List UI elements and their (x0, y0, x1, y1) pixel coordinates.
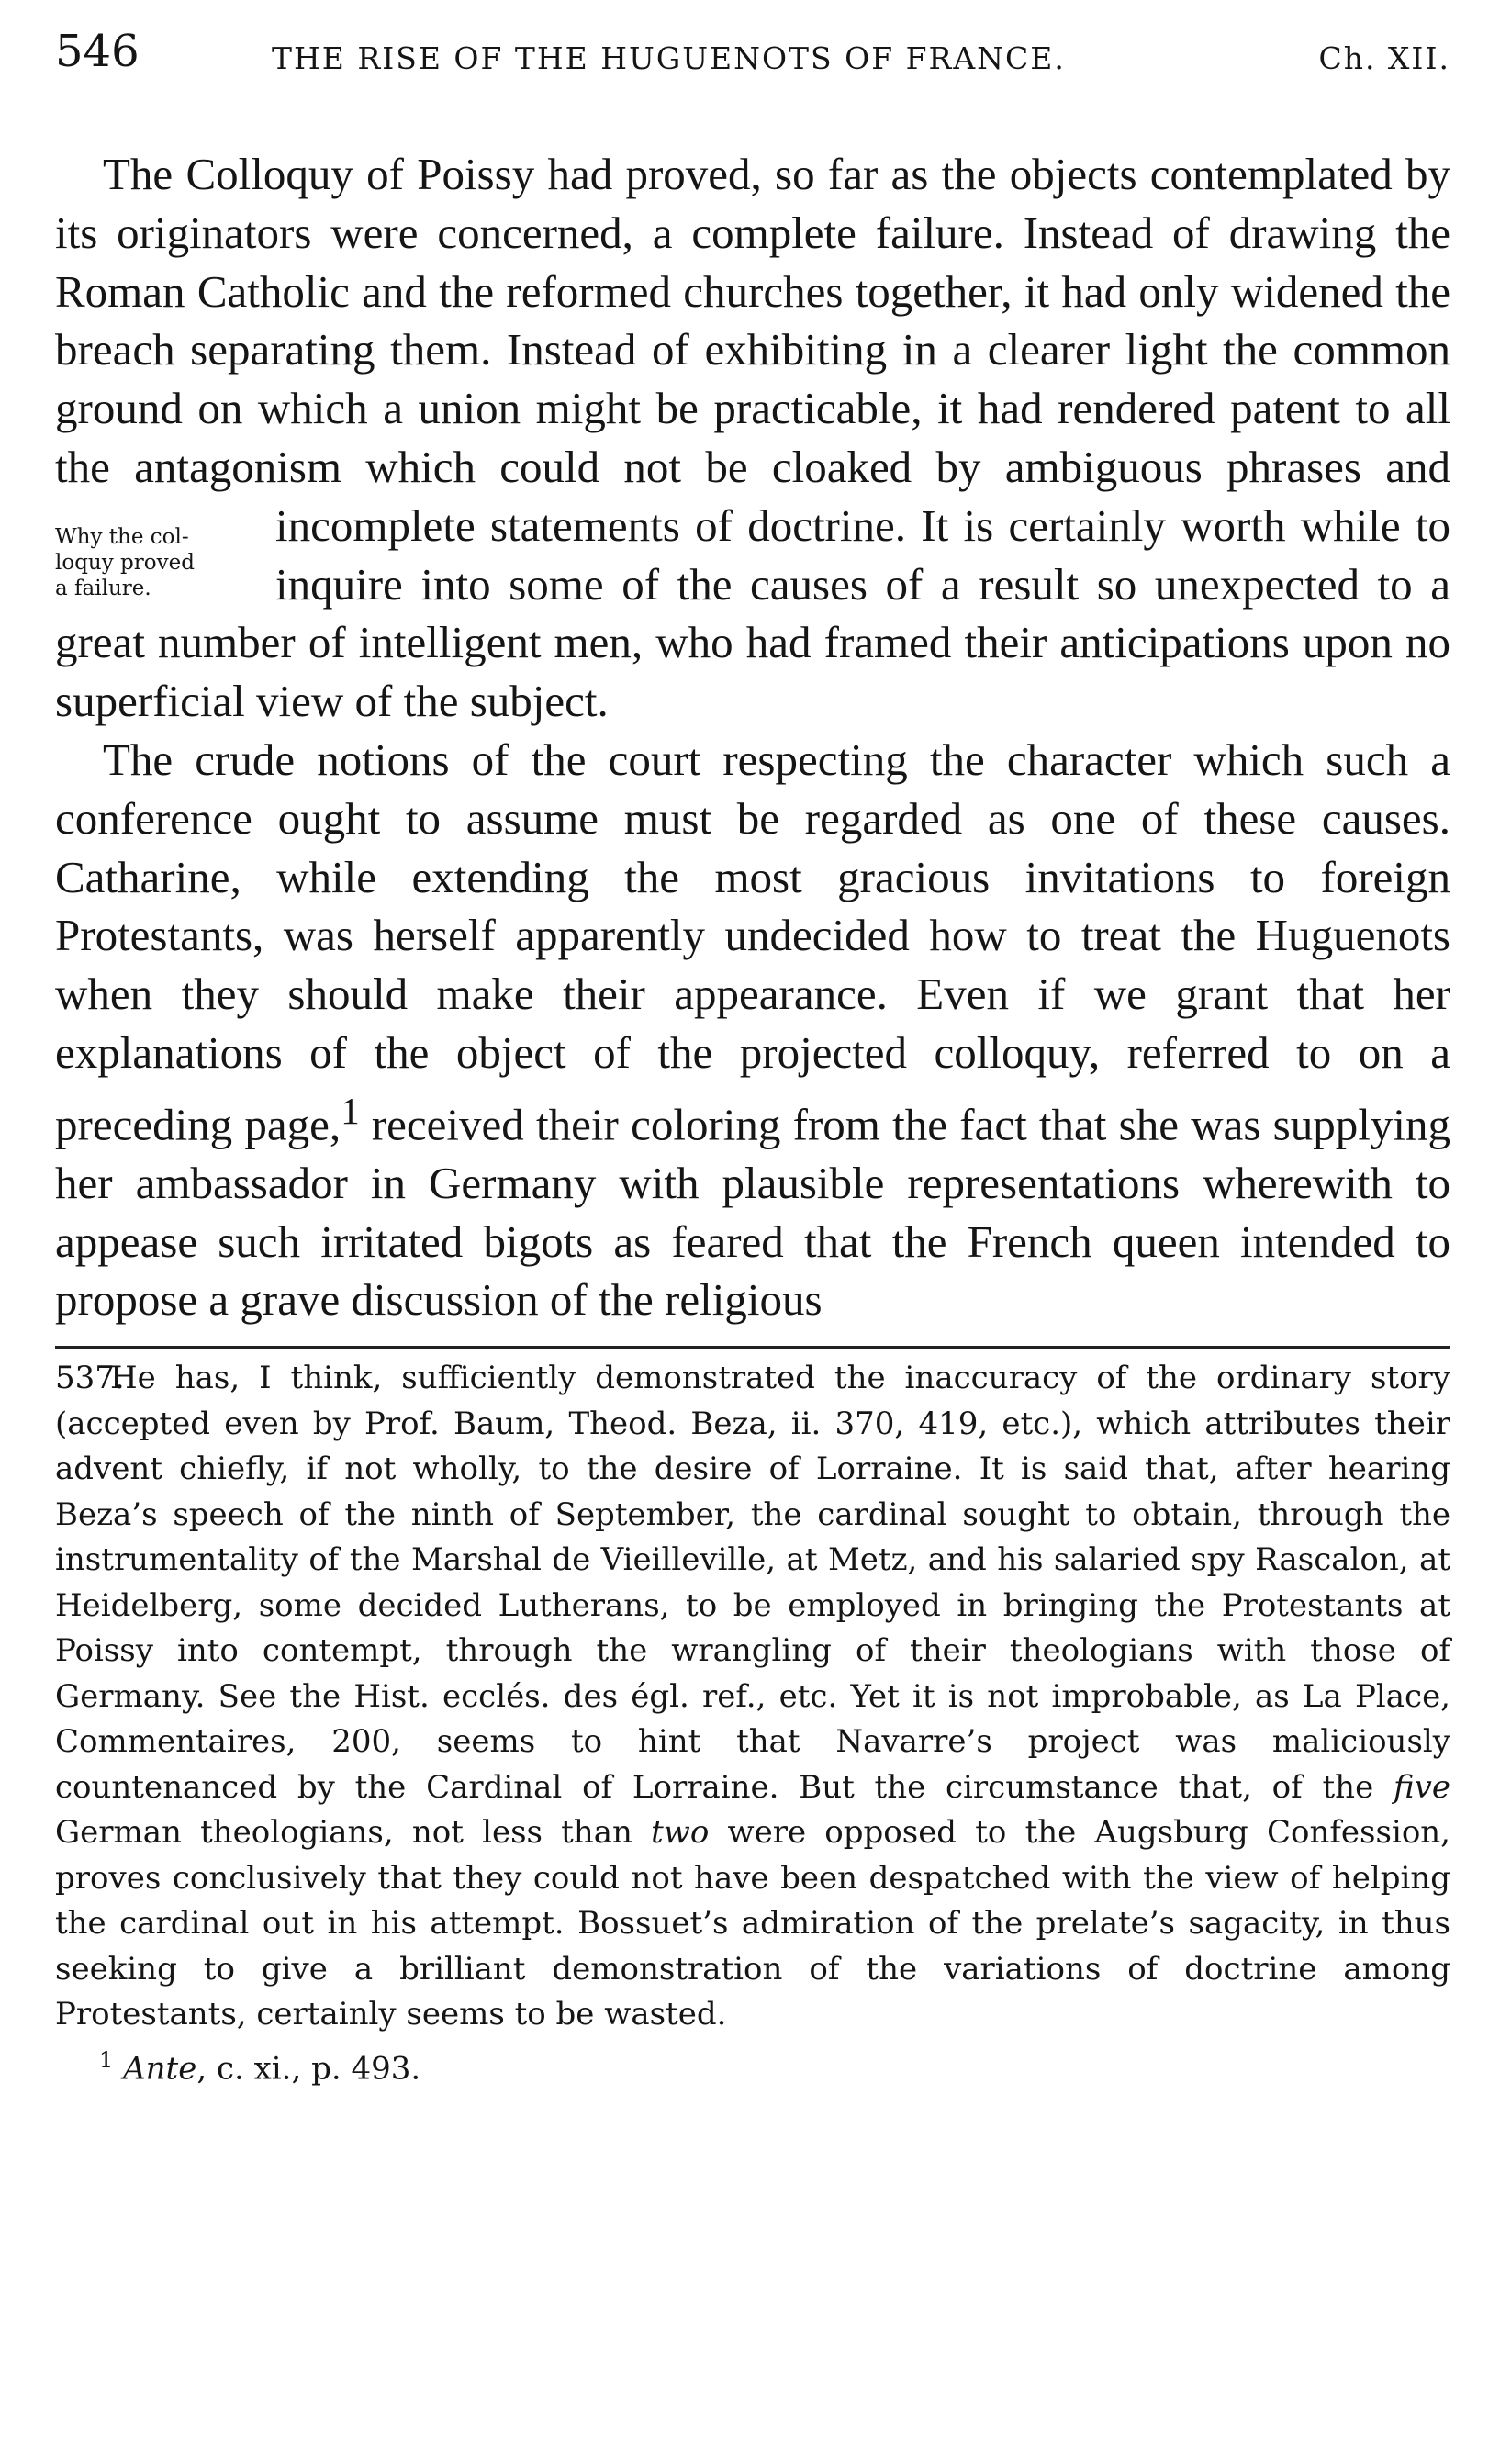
marginal-note-line-2: loquy proved (55, 550, 195, 575)
footnote-1-text: , c. xi., p. 493. (196, 2050, 421, 2088)
running-head (55, 26, 1450, 81)
paragraph-2 (55, 731, 1450, 1329)
main-text (55, 145, 1450, 1329)
paragraph-1 (55, 145, 1450, 731)
footnote-537 (55, 1356, 1450, 2038)
paragraph-2-start: The crude notions of the court respecting the character which such a conference ought to assume must be regarded as one of these causes. Catharine, while extending the most gracious invitations to foreign Protestants, was herself apparently undecided how to treat the Huguenots when they should make their appearance. Even if we grant that her explanations of the object of the projected colloquy, referred to on a preceding page, (55, 734, 1450, 1150)
page-number: 546 (55, 26, 140, 77)
footnote-1 (99, 2038, 1450, 2092)
footnote-537-italic-five: five (1394, 1768, 1451, 1806)
footnote-rule (55, 1346, 1450, 1349)
marginal-note-line-1: Why the col- (55, 524, 189, 549)
paragraph-1-start: The Colloquy of Poissy had proved, so far as the objects contemplated by its originators were concerned, a complete failure. Instead of drawing the Roman Catholic and the reformed churches together, it had only widened the breach separating them. Instead of exhibiting in a clearer light the common ground on which a union might be practicable, it had rendered patent to all the antagonism which could not be cloaked by ambiguous phrases and incomplete statements of doctrine. It (55, 149, 1450, 551)
paragraph-2-end: received their coloring from the fact that she was supplying her ambassador in Germany with plausible representations wherewith to appease such irritated bigots as feared that the French queen intended to propose a grave discussion of the religious (55, 1099, 1450, 1326)
footnote-537-text-a: He has, I think, sufficiently demonstrated the inaccuracy of the ordinary story (accepted even by Prof. Baum, Theod. Beza, ii. 370, 419, etc.), which attributes their advent chiefly, if not wholly, to the desire of Lorraine. It is said that, after hearing Beza’s speech of the ninth of September, the cardinal sought to obtain, through the instrumentality of the Marshal de Vieilleville, at Metz, and his salaried spy Rascalon, at Heidelberg, some decided Lutherans, to be employed in bringing the Protestants at Poissy into contempt, through the wrangling of their theologians with those of Germany. See the Hist. ecclés. des égl. ref., etc. Yet it is not improbable, as La Place, Commentaires, 200, seems to hint that Navarre’s project was maliciously countenanced by the Cardinal of Lorraine. But the circumstance that, of the (55, 1360, 1450, 1806)
footnote-537-italic-two: two (651, 1814, 710, 1852)
chapter-label: Ch. XII. (1318, 40, 1450, 76)
running-title: THE RISE OF THE HUGUENOTS OF FRANCE. (272, 40, 1066, 76)
footnote-reference: 1 (341, 1090, 360, 1132)
footnote-1-italic: Ante (123, 2050, 197, 2088)
marginal-note (55, 524, 264, 601)
marginal-note-line-3: a failure. (55, 576, 151, 600)
footnote-537-text-b: German theologians, not less than (55, 1814, 652, 1852)
footnote-537-text-c: were opposed to the Augsburg Confession, proves conclusively that they could not have been despatched with the view of helping the cardinal out in his attempt. Bossuet’s admiration of the prelate’s sagacity, in thus seeking to give a brilliant demonstration of the variations of doctrine among Protestants, certainly seems to be wasted. (55, 1814, 1450, 2033)
paragraph-1-end: is certainly worth while to inquire into some of the causes of a result so unexpected to a great number of intelligent men, who had framed their anticipations upon no superficial view of the subject. (55, 499, 1450, 727)
footnotes (55, 1356, 1450, 2091)
footnote-537-number: 537. (55, 1360, 125, 1397)
footnote-1-mark: 1 (99, 2046, 114, 2073)
book-page (55, 26, 1450, 2092)
